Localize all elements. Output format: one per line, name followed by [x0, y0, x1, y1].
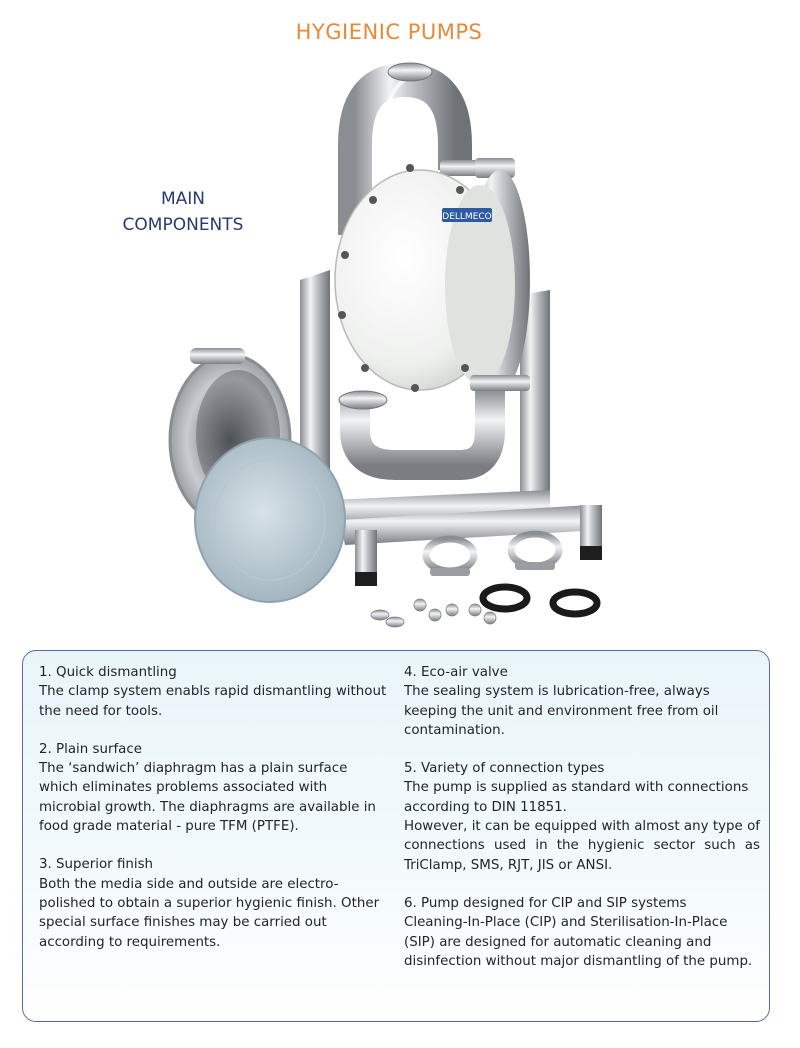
feature-body: Cleaning-In-Place (CIP) and Sterilisation-In-Place (SIP) are designed for automatic cleaning and disinfection without major dismantling of the pump. [404, 915, 753, 969]
feature-heading: 1. Quick dismantling [39, 665, 177, 680]
features-left-column [39, 663, 389, 971]
feature-body: Both the media side and outside are electro-polished to obtain a superior hygienic finish. Other special surface finishes may be carried out according to requirements. [39, 876, 380, 950]
features-right-column [404, 663, 760, 990]
feature-heading: 5. Variety of connection types [404, 761, 605, 777]
feature-body: The sealing system is lubrication-free, always keeping the unit and environment free from oil contamination. [404, 684, 719, 738]
feature-body: The pump is supplied as standard with connections according to DIN 11851. [404, 780, 749, 815]
feature-heading: 3. Superior finish [39, 857, 154, 873]
feature-connection-types [404, 759, 760, 875]
feature-body: The clamp system enabls rapid dismantling without the need for tools. [39, 684, 387, 719]
feature-heading: 2. Plain surface [39, 741, 142, 757]
feature-superior-finish [39, 855, 389, 951]
feature-heading: 6. Pump designed for CIP and SIP systems [404, 895, 687, 911]
brand-label: DELLMECO [442, 212, 492, 222]
feature-heading: 4. Eco-air valve [404, 665, 508, 680]
hygienic-diaphragm-pump-image [130, 50, 630, 640]
subtitle-line-2: COMPONENTS [122, 215, 244, 235]
feature-body: The ‘sandwich’ diaphragm has a plain surface which eliminates problems associated with microbial growth. The diaphragms are available in food grade material - pure TFM (PTFE). [39, 761, 376, 835]
feature-quick-dismantling [39, 663, 389, 721]
feature-cip-sip [404, 894, 760, 971]
feature-eco-air-valve [404, 663, 760, 740]
feature-body-extra: However, it can be equipped with almost any type of connections used in the hygienic sector such as TriClamp, SMS, RJT, JIS or ANSI. [404, 819, 760, 873]
features-panel [22, 650, 770, 1022]
feature-plain-surface [39, 740, 389, 836]
page-title: HYGIENIC PUMPS [295, 20, 483, 44]
subtitle-line-1: MAIN [160, 189, 206, 209]
